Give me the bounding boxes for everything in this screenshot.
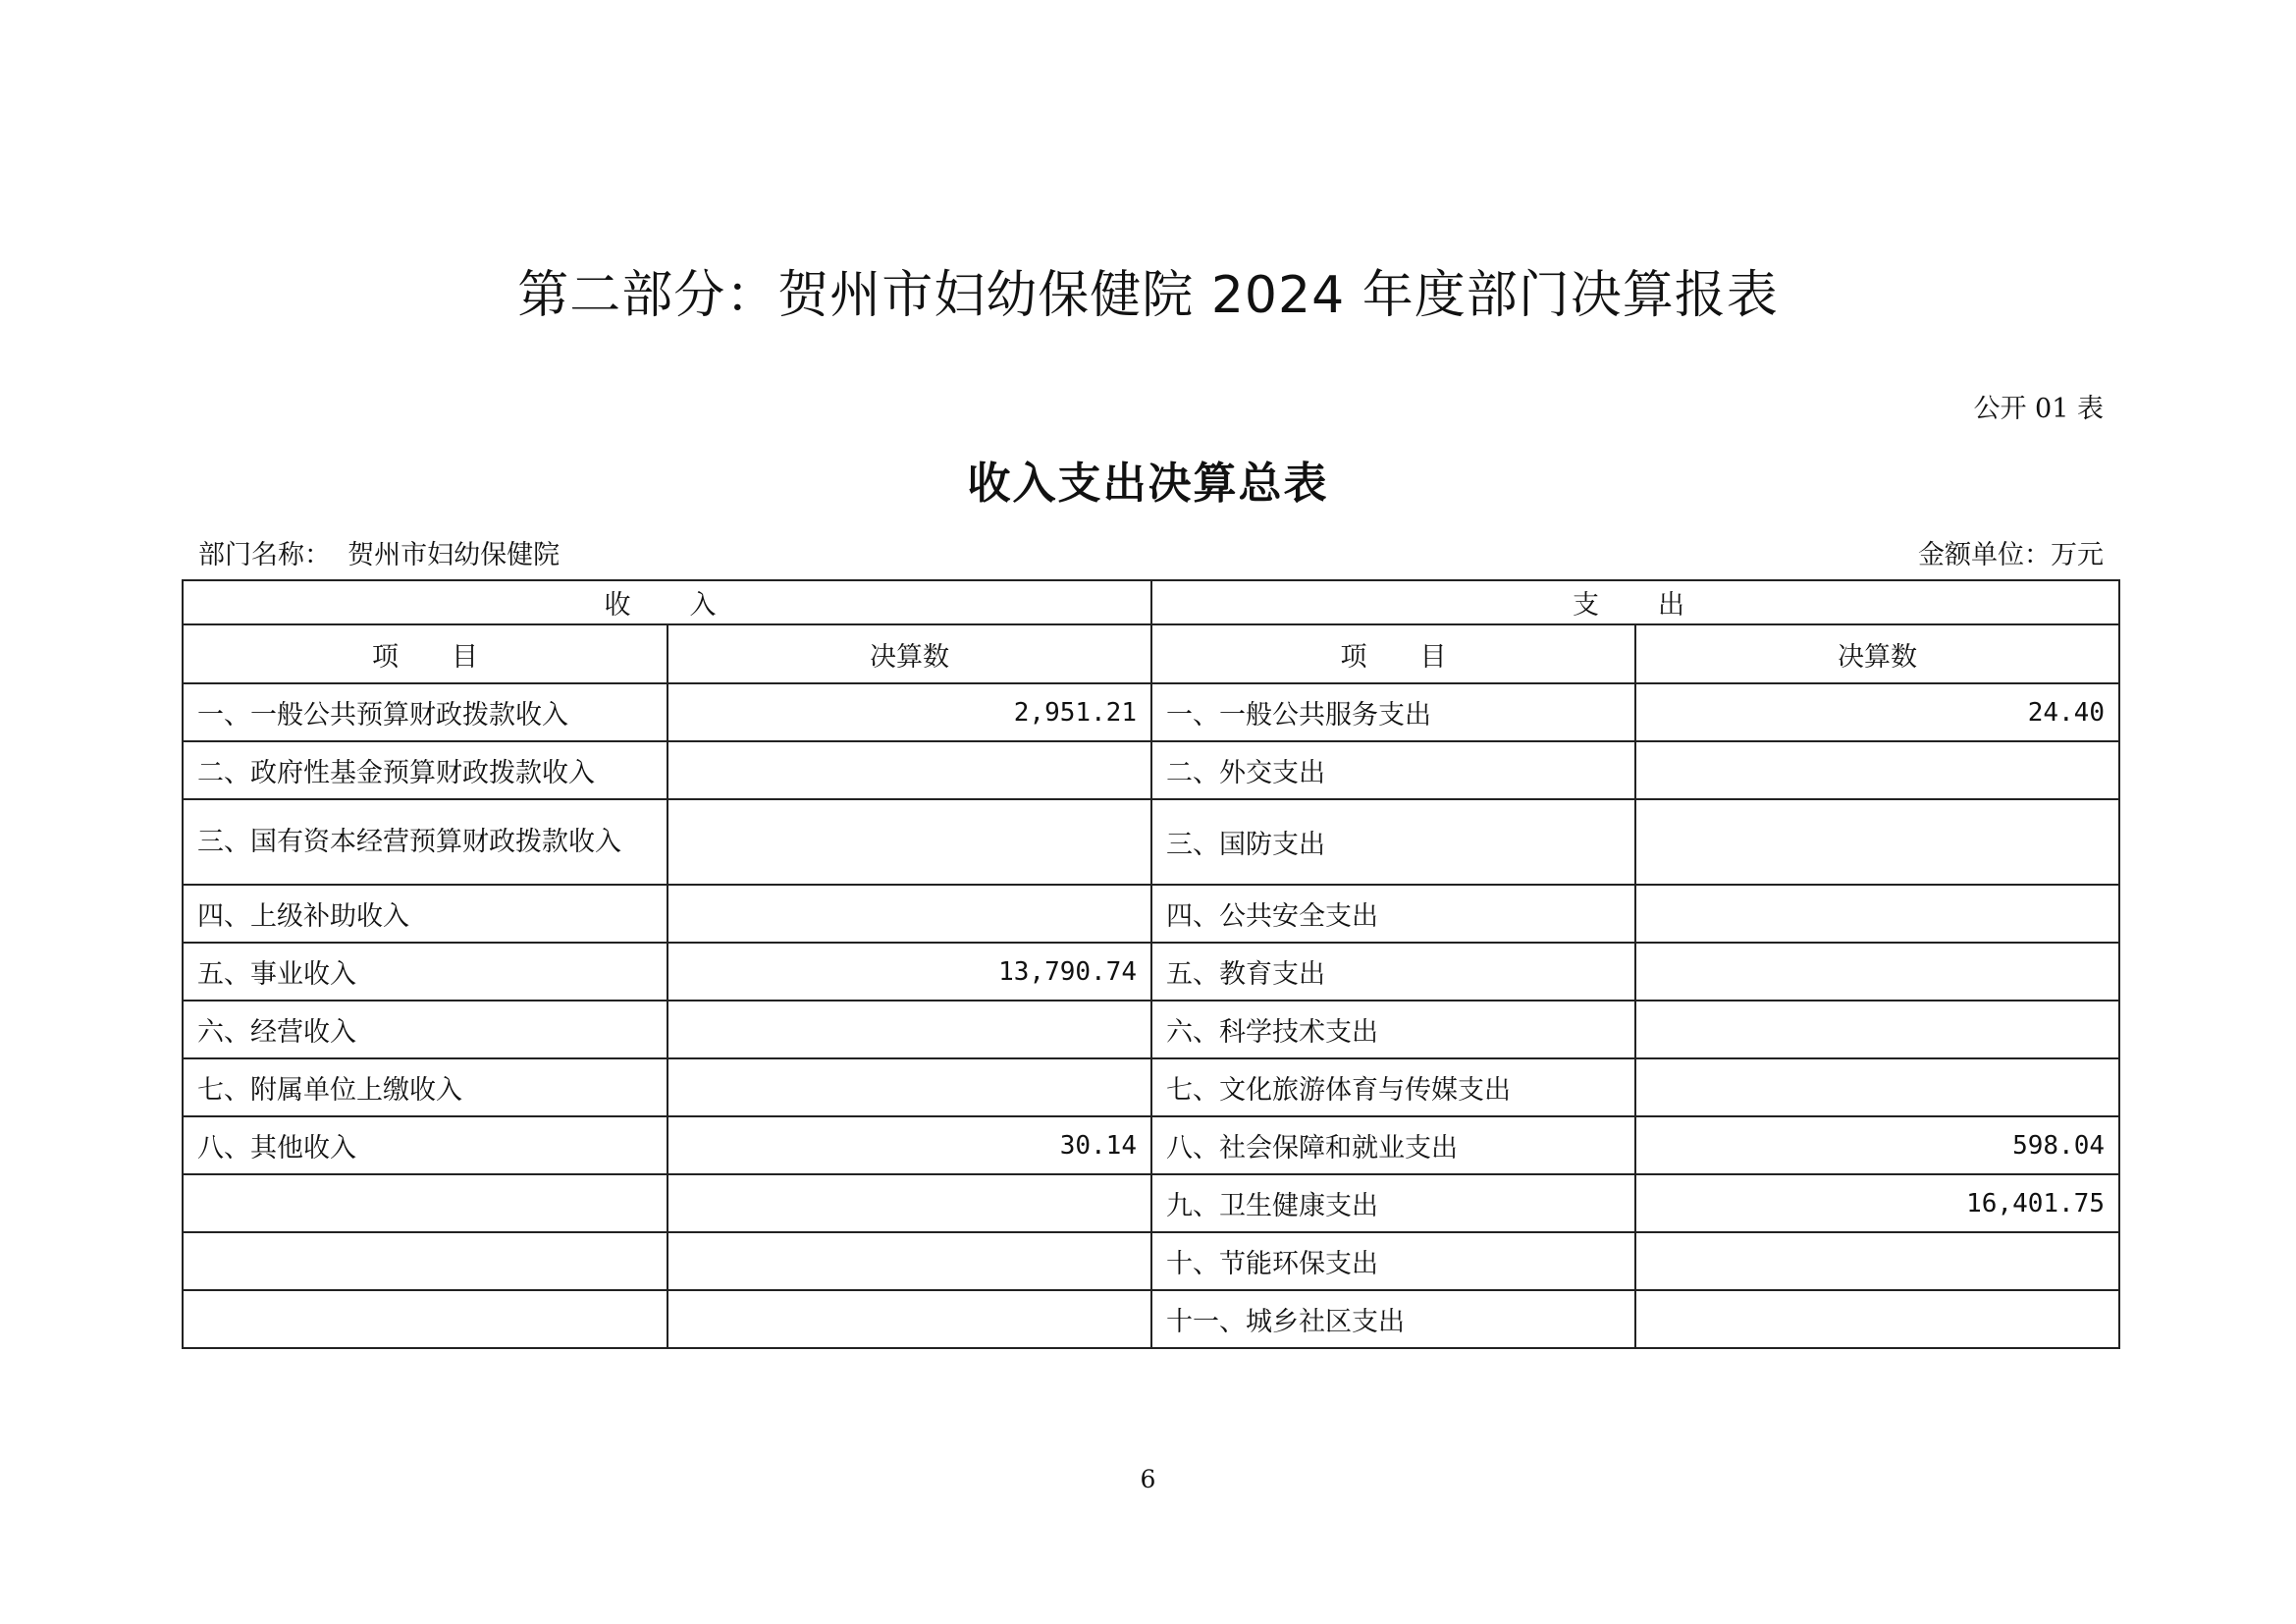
table-title: 收入支出决算总表 — [967, 459, 1329, 509]
income-item-cell: 六、经营收入 — [183, 1001, 667, 1058]
expense-item-header: 项 目 — [1151, 624, 1635, 683]
table-row — [183, 1116, 2119, 1174]
income-amount-cell — [667, 1232, 1151, 1290]
expense-item-cell: 四、公共安全支出 — [1151, 885, 1635, 943]
income-amount-cell — [667, 885, 1151, 943]
page-number: 6 — [1140, 1465, 1156, 1493]
income-item-cell — [183, 1290, 667, 1348]
section-header-row — [183, 580, 2119, 624]
table-row — [183, 885, 2119, 943]
income-amount-cell: 2,951.21 — [667, 683, 1151, 741]
expense-item-cell: 十、节能环保支出 — [1151, 1232, 1635, 1290]
income-item-cell: 一、一般公共预算财政拨款收入 — [183, 683, 667, 741]
income-amount-header: 决算数 — [667, 624, 1151, 683]
table-row — [183, 1058, 2119, 1116]
income-item-cell: 三、国有资本经营预算财政拨款收入 — [183, 799, 667, 885]
income-amount-cell — [667, 1290, 1151, 1348]
income-amount-cell — [667, 799, 1151, 885]
expense-item-cell: 七、文化旅游体育与传媒支出 — [1151, 1058, 1635, 1116]
income-amount-cell: 13,790.74 — [667, 943, 1151, 1001]
amount-unit: 金额单位：万元 — [1918, 540, 2104, 570]
expense-item-cell: 三、国防支出 — [1151, 799, 1635, 885]
expense-item-cell: 二、外交支出 — [1151, 741, 1635, 799]
table-row — [183, 683, 2119, 741]
income-section-header: 收入 — [183, 580, 1151, 624]
expense-amount-header: 决算数 — [1635, 624, 2119, 683]
table-row — [183, 1174, 2119, 1232]
form-number: 公开 01 表 — [1973, 394, 2104, 424]
department-line — [198, 533, 560, 571]
department-name: 贺州市妇幼保健院 — [347, 540, 561, 570]
expense-item-cell: 八、社会保障和就业支出 — [1151, 1116, 1635, 1174]
expense-amount-cell: 24.40 — [1635, 683, 2119, 741]
income-item-cell: 四、上级补助收入 — [183, 885, 667, 943]
expense-section-header: 支出 — [1151, 580, 2119, 624]
income-item-cell: 五、事业收入 — [183, 943, 667, 1001]
expense-item-cell: 一、一般公共服务支出 — [1151, 683, 1635, 741]
income-amount-cell — [667, 1001, 1151, 1058]
income-expense-table — [182, 579, 2120, 1349]
income-item-cell — [183, 1174, 667, 1232]
expense-amount-cell — [1635, 1232, 2119, 1290]
table-row — [183, 741, 2119, 799]
income-item-cell: 二、政府性基金预算财政拨款收入 — [183, 741, 667, 799]
expense-item-cell: 九、卫生健康支出 — [1151, 1174, 1635, 1232]
expense-amount-cell: 16,401.75 — [1635, 1174, 2119, 1232]
table-row — [183, 943, 2119, 1001]
expense-item-cell: 六、科学技术支出 — [1151, 1001, 1635, 1058]
expense-amount-cell — [1635, 799, 2119, 885]
expense-amount-cell — [1635, 1001, 2119, 1058]
expense-amount-cell — [1635, 885, 2119, 943]
table-row — [183, 799, 2119, 885]
expense-amount-cell — [1635, 943, 2119, 1001]
table-row — [183, 1290, 2119, 1348]
expense-amount-cell — [1635, 741, 2119, 799]
expense-item-cell: 五、教育支出 — [1151, 943, 1635, 1001]
department-label: 部门名称： — [198, 540, 331, 570]
income-item-cell: 八、其他收入 — [183, 1116, 667, 1174]
page-title: 第二部分：贺州市妇幼保健院 2024 年度部门决算报表 — [517, 266, 1779, 325]
expense-amount-cell — [1635, 1290, 2119, 1348]
income-amount-cell — [667, 1174, 1151, 1232]
expense-amount-cell: 598.04 — [1635, 1116, 2119, 1174]
table-row — [183, 1232, 2119, 1290]
expense-item-cell: 十一、城乡社区支出 — [1151, 1290, 1635, 1348]
income-item-cell — [183, 1232, 667, 1290]
income-item-cell: 七、附属单位上缴收入 — [183, 1058, 667, 1116]
income-amount-cell — [667, 1058, 1151, 1116]
column-header-row — [183, 624, 2119, 683]
table-row — [183, 1001, 2119, 1058]
income-amount-cell: 30.14 — [667, 1116, 1151, 1174]
income-amount-cell — [667, 741, 1151, 799]
income-item-header: 项 目 — [183, 624, 667, 683]
expense-amount-cell — [1635, 1058, 2119, 1116]
